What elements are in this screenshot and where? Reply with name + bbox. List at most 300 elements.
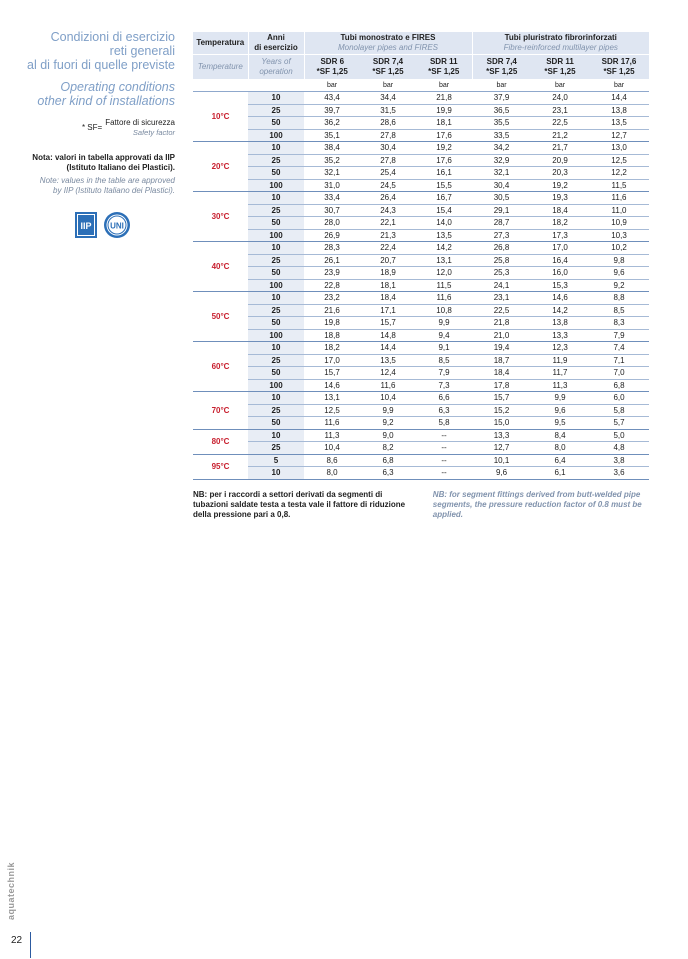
pressure-cell: 14,6 <box>531 292 589 305</box>
header-anni: Anni di esercizio <box>248 32 304 55</box>
table-row <box>193 154 649 167</box>
sf-label-it: Fattore di sicurezza <box>105 118 175 127</box>
pressure-cell: 11,6 <box>589 192 649 205</box>
pressure-cell: 11,0 <box>589 204 649 217</box>
pressure-cell: 8,0 <box>531 442 589 455</box>
pressure-cell: 18,4 <box>531 204 589 217</box>
footnote-en: NB: for segment fittings derived from butt-welded pipe segments, the pressure reduction factor of 0.8 must be applied. <box>432 490 642 519</box>
table-row <box>193 179 649 192</box>
pressure-cell: 9,9 <box>531 392 589 405</box>
pressure-cell: 28,6 <box>360 117 416 130</box>
pressure-cell: 17,3 <box>531 229 589 242</box>
pressure-cell: 18,7 <box>472 354 531 367</box>
temperature-cell: 40°C <box>193 242 248 292</box>
pressure-cell: 14,0 <box>416 217 472 230</box>
pressure-cell: 10,2 <box>589 242 649 255</box>
pressure-cell: 15,7 <box>472 392 531 405</box>
years-cell: 100 <box>248 279 304 292</box>
pressure-cell: 6,0 <box>589 392 649 405</box>
unit-cell: bar <box>416 80 472 92</box>
header-group-multilayer: Tubi pluristrato fibrorinforzati Fibre-reinforced multilayer pipes <box>472 32 649 55</box>
approval-note-en: Note: values in the table are approved by IIP (Istituto Italiano dei Plastici). <box>39 176 175 195</box>
table-row <box>193 292 649 305</box>
pressure-cell: 17,6 <box>416 154 472 167</box>
pressure-cell: 31,5 <box>360 104 416 117</box>
table-row <box>193 192 649 205</box>
years-cell: 10 <box>248 292 304 305</box>
unit-cell: bar <box>360 80 416 92</box>
table-row <box>193 242 649 255</box>
pressure-cell: 28,7 <box>472 217 531 230</box>
pressure-cell: 8,8 <box>589 292 649 305</box>
pressure-cell: 43,4 <box>304 92 360 105</box>
sf-key: * SF= <box>81 123 103 132</box>
pressure-cell: 13,5 <box>360 354 416 367</box>
table-row <box>193 342 649 355</box>
pressure-cell: 15,7 <box>304 367 360 380</box>
pressure-cell: 11,5 <box>589 179 649 192</box>
pressure-cell: 30,7 <box>304 204 360 217</box>
pressure-cell: 8,5 <box>416 354 472 367</box>
pressure-cell: 9,9 <box>416 317 472 330</box>
pressure-cell: 24,3 <box>360 204 416 217</box>
pressure-cell: 33,5 <box>472 129 531 142</box>
pressure-cell: -- <box>416 442 472 455</box>
years-cell: 50 <box>248 117 304 130</box>
pressure-cell: 36,5 <box>472 104 531 117</box>
pressure-cell: 18,9 <box>360 267 416 280</box>
pressure-cell: 12,5 <box>304 404 360 417</box>
pressure-cell: 33,4 <box>304 192 360 205</box>
pressure-cell: 22,1 <box>360 217 416 230</box>
pressure-cell: 14,6 <box>304 379 360 392</box>
pressure-cell: 13,1 <box>416 254 472 267</box>
pressure-cell: 21,7 <box>531 142 589 155</box>
uni-logo-text: UNI <box>110 221 124 231</box>
brand-mark <box>0 858 20 928</box>
pressure-cell: 11,6 <box>360 379 416 392</box>
table-row <box>193 442 649 455</box>
page-number: 22 <box>11 935 23 946</box>
pressure-cell: 24,1 <box>472 279 531 292</box>
pressure-cell: 21,0 <box>472 329 531 342</box>
pressure-cell: 11,7 <box>531 367 589 380</box>
pressure-cell: 6,8 <box>589 379 649 392</box>
pressure-cell: 15,2 <box>472 404 531 417</box>
pressure-cell: 11,3 <box>304 429 360 442</box>
pressure-cell: 22,5 <box>531 117 589 130</box>
certification-logos <box>75 211 131 239</box>
years-cell: 25 <box>248 354 304 367</box>
table-row <box>193 267 649 280</box>
pressure-cell: 9,5 <box>531 417 589 430</box>
years-cell: 10 <box>248 92 304 105</box>
pressure-cell: 29,1 <box>472 204 531 217</box>
years-cell: 25 <box>248 104 304 117</box>
pressure-cell: 10,8 <box>416 304 472 317</box>
page-number-rule <box>30 932 31 958</box>
years-cell: 100 <box>248 179 304 192</box>
pressure-cell: 25,8 <box>472 254 531 267</box>
pressure-cell: 15,5 <box>416 179 472 192</box>
table-row <box>193 217 649 230</box>
years-cell: 25 <box>248 254 304 267</box>
pressure-cell: 23,2 <box>304 292 360 305</box>
pressure-cell: 17,0 <box>304 354 360 367</box>
pressure-cell: 32,1 <box>472 167 531 180</box>
unit-cell: bar <box>304 80 360 92</box>
pressure-cell: 6,4 <box>531 454 589 467</box>
unit-row <box>193 80 649 92</box>
table-row <box>193 104 649 117</box>
pressure-cell: 9,0 <box>360 429 416 442</box>
pressure-cell: 8,2 <box>360 442 416 455</box>
pressure-cell: 13,3 <box>531 329 589 342</box>
pressure-cell: 31,0 <box>304 179 360 192</box>
pressure-cell: 6,6 <box>416 392 472 405</box>
years-cell: 25 <box>248 204 304 217</box>
pressure-cell: 5,0 <box>589 429 649 442</box>
pressure-cell: 12,3 <box>531 342 589 355</box>
pressure-cell: 7,1 <box>589 354 649 367</box>
pressure-cell: -- <box>416 467 472 480</box>
pressure-cell: 14,2 <box>531 304 589 317</box>
pressure-cell: 16,1 <box>416 167 472 180</box>
pressure-cell: 8,5 <box>589 304 649 317</box>
pressure-cell: 7,3 <box>416 379 472 392</box>
pressure-cell: 24,5 <box>360 179 416 192</box>
pressure-cell: 14,2 <box>416 242 472 255</box>
table-row <box>193 354 649 367</box>
pressure-cell: 8,6 <box>304 454 360 467</box>
pressure-cell: 19,9 <box>416 104 472 117</box>
table-row <box>193 204 649 217</box>
pressure-cell: 9,4 <box>416 329 472 342</box>
pressure-cell: 23,1 <box>472 292 531 305</box>
table-row <box>193 329 649 342</box>
pressure-cell: 11,6 <box>416 292 472 305</box>
pressure-cell: 32,1 <box>304 167 360 180</box>
pressure-cell: 9,6 <box>472 467 531 480</box>
pressure-cell: 13,8 <box>589 104 649 117</box>
temperature-cell: 95°C <box>193 454 248 479</box>
pressure-cell: 17,1 <box>360 304 416 317</box>
pressure-cell: 5,7 <box>589 417 649 430</box>
pressure-cell: 9,1 <box>416 342 472 355</box>
pressure-cell: 13,0 <box>589 142 649 155</box>
pressure-cell: 12,7 <box>472 442 531 455</box>
table-row <box>193 92 649 105</box>
pressure-cell: 7,9 <box>589 329 649 342</box>
pressure-cell: 27,8 <box>360 154 416 167</box>
table-row <box>193 379 649 392</box>
table-row <box>193 142 649 155</box>
pressure-cell: 9,6 <box>531 404 589 417</box>
iip-logo <box>75 212 97 238</box>
pressure-cell: 21,2 <box>531 129 589 142</box>
temperature-cell: 50°C <box>193 292 248 342</box>
table-row <box>193 117 649 130</box>
pressure-cell: 18,1 <box>416 117 472 130</box>
pressure-cell: 21,8 <box>472 317 531 330</box>
years-cell: 25 <box>248 442 304 455</box>
pressure-cell: 5,8 <box>416 417 472 430</box>
years-cell: 100 <box>248 379 304 392</box>
pressure-cell: 18,4 <box>360 292 416 305</box>
footnote-it: NB: per i raccordi a settori derivati da segmenti di tubazioni saldate testa a testa vale il fattore di riduzione della pressione pari a 0,8. <box>193 490 406 519</box>
pressure-cell: 6,3 <box>360 467 416 480</box>
column-header: SDR 11 *SF 1,25 <box>531 55 589 80</box>
pressure-cell: 12,0 <box>416 267 472 280</box>
column-header: SDR 17,6 *SF 1,25 <box>589 55 649 80</box>
pressure-cell: 9,9 <box>360 404 416 417</box>
pressure-cell: 15,0 <box>472 417 531 430</box>
pressure-cell: 19,4 <box>472 342 531 355</box>
years-cell: 25 <box>248 304 304 317</box>
unit-cell: bar <box>472 80 531 92</box>
column-header: SDR 6 *SF 1,25 <box>304 55 360 80</box>
pressure-cell: 35,2 <box>304 154 360 167</box>
pressure-cell: 15,3 <box>531 279 589 292</box>
pressure-cell: 14,4 <box>589 92 649 105</box>
pressure-cell: 9,2 <box>589 279 649 292</box>
iip-logo-text: IIP <box>80 221 92 231</box>
temperature-cell: 70°C <box>193 392 248 430</box>
pressure-cell: 25,3 <box>472 267 531 280</box>
pressure-cell: 30,4 <box>472 179 531 192</box>
pressure-cell: 21,6 <box>304 304 360 317</box>
pressure-cell: 18,8 <box>304 329 360 342</box>
temperature-cell: 60°C <box>193 342 248 392</box>
pressure-cell: 20,9 <box>531 154 589 167</box>
pressure-cell: 3,6 <box>589 467 649 480</box>
pressure-cell: 26,8 <box>472 242 531 255</box>
table-row <box>193 317 649 330</box>
years-cell: 50 <box>248 367 304 380</box>
sf-label-en: Safety factor <box>132 128 175 137</box>
pressure-cell: 22,5 <box>472 304 531 317</box>
years-cell: 25 <box>248 154 304 167</box>
pressure-cell: -- <box>416 429 472 442</box>
pressure-cell: 12,2 <box>589 167 649 180</box>
pressure-cell: 11,9 <box>531 354 589 367</box>
pressure-cell: 28,0 <box>304 217 360 230</box>
pressure-cell: 36,2 <box>304 117 360 130</box>
pressure-cell: 21,3 <box>360 229 416 242</box>
years-cell: 50 <box>248 317 304 330</box>
column-header: SDR 11 *SF 1,25 <box>416 55 472 80</box>
pressure-cell: 20,7 <box>360 254 416 267</box>
pressure-cell: 21,8 <box>416 92 472 105</box>
table-row <box>193 392 649 405</box>
pressure-cell: 23,9 <box>304 267 360 280</box>
pressure-cell: 16,0 <box>531 267 589 280</box>
pressure-cell: 11,6 <box>304 417 360 430</box>
header-years-en: Years of operation <box>248 55 304 80</box>
pressure-cell: 18,4 <box>472 367 531 380</box>
pressure-cell: 7,9 <box>416 367 472 380</box>
table-row <box>193 304 649 317</box>
years-cell: 50 <box>248 417 304 430</box>
table-row <box>193 417 649 430</box>
pressure-cell: 9,2 <box>360 417 416 430</box>
pressure-cell: -- <box>416 454 472 467</box>
pressure-cell: 13,1 <box>304 392 360 405</box>
side-panel <box>20 30 175 196</box>
pressure-cell: 12,4 <box>360 367 416 380</box>
pressure-cell: 7,4 <box>589 342 649 355</box>
table-row <box>193 467 649 480</box>
header-group-monolayer: Tubi monostrato e FIRES Monolayer pipes and FIRES <box>304 32 472 55</box>
safety-factor-legend <box>20 118 175 138</box>
pressure-cell: 13,5 <box>416 229 472 242</box>
pressure-cell: 11,3 <box>531 379 589 392</box>
pressure-cell: 19,2 <box>531 179 589 192</box>
pressure-cell: 8,4 <box>531 429 589 442</box>
pressure-cell: 38,4 <box>304 142 360 155</box>
pressure-cell: 8,0 <box>304 467 360 480</box>
unit-cell: bar <box>531 80 589 92</box>
pressure-cell: 17,8 <box>472 379 531 392</box>
pressure-cell: 19,2 <box>416 142 472 155</box>
pressure-cell: 23,1 <box>531 104 589 117</box>
pressure-cell: 32,9 <box>472 154 531 167</box>
years-cell: 10 <box>248 392 304 405</box>
pressure-cell: 10,3 <box>589 229 649 242</box>
pressure-cell: 27,8 <box>360 129 416 142</box>
pressure-cell: 27,3 <box>472 229 531 242</box>
pressure-cell: 17,6 <box>416 129 472 142</box>
table-row <box>193 254 649 267</box>
years-cell: 100 <box>248 329 304 342</box>
pressure-table-wrapper <box>193 32 649 480</box>
pressure-cell: 19,8 <box>304 317 360 330</box>
pressure-cell: 6,1 <box>531 467 589 480</box>
table-row <box>193 367 649 380</box>
unit-cell: bar <box>589 80 649 92</box>
pressure-cell: 35,1 <box>304 129 360 142</box>
brand-text: aquatechnik <box>6 861 17 921</box>
table-row <box>193 229 649 242</box>
pressure-cell: 13,8 <box>531 317 589 330</box>
pressure-cell: 10,4 <box>304 442 360 455</box>
years-cell: 10 <box>248 192 304 205</box>
table-row <box>193 129 649 142</box>
temperature-cell: 80°C <box>193 429 248 454</box>
pressure-cell: 3,8 <box>589 454 649 467</box>
pressure-cell: 4,8 <box>589 442 649 455</box>
years-cell: 10 <box>248 142 304 155</box>
years-cell: 10 <box>248 242 304 255</box>
column-header: SDR 7,4 *SF 1,25 <box>360 55 416 80</box>
pressure-cell: 15,7 <box>360 317 416 330</box>
pressure-cell: 34,4 <box>360 92 416 105</box>
pressure-cell: 16,4 <box>531 254 589 267</box>
pressure-cell: 30,5 <box>472 192 531 205</box>
years-cell: 10 <box>248 467 304 480</box>
years-cell: 10 <box>248 342 304 355</box>
pressure-cell: 5,8 <box>589 404 649 417</box>
approval-note-it: Nota: valori in tabella approvati da IIP (Istituto Italiano dei Plastici). <box>32 153 175 172</box>
pressure-cell: 10,9 <box>589 217 649 230</box>
pressure-cell: 37,9 <box>472 92 531 105</box>
pressure-cell: 26,9 <box>304 229 360 242</box>
pressure-cell: 18,2 <box>304 342 360 355</box>
pressure-cell: 25,4 <box>360 167 416 180</box>
temperature-cell: 10°C <box>193 92 248 142</box>
pressure-cell: 26,4 <box>360 192 416 205</box>
pressure-cell: 22,4 <box>360 242 416 255</box>
pressure-table <box>193 32 649 480</box>
pressure-cell: 10,1 <box>472 454 531 467</box>
years-cell: 100 <box>248 229 304 242</box>
years-cell: 50 <box>248 217 304 230</box>
uni-logo <box>103 211 131 239</box>
pressure-cell: 16,7 <box>416 192 472 205</box>
years-cell: 100 <box>248 129 304 142</box>
column-header: SDR 7,4 *SF 1,25 <box>472 55 531 80</box>
pressure-cell: 35,5 <box>472 117 531 130</box>
pressure-cell: 28,3 <box>304 242 360 255</box>
pressure-cell: 34,2 <box>472 142 531 155</box>
pressure-cell: 22,8 <box>304 279 360 292</box>
pressure-cell: 8,3 <box>589 317 649 330</box>
pressure-cell: 9,6 <box>589 267 649 280</box>
pressure-cell: 18,2 <box>531 217 589 230</box>
pressure-cell: 18,1 <box>360 279 416 292</box>
temperature-cell: 30°C <box>193 192 248 242</box>
temperature-cell: 20°C <box>193 142 248 192</box>
pressure-cell: 26,1 <box>304 254 360 267</box>
pressure-cell: 6,8 <box>360 454 416 467</box>
section-title-it: Condizioni di esercizio reti generali al di fuori di quelle previste <box>27 30 175 72</box>
footnote <box>193 490 649 520</box>
pressure-cell: 39,7 <box>304 104 360 117</box>
table-body <box>193 80 649 480</box>
years-cell: 50 <box>248 167 304 180</box>
pressure-cell: 11,5 <box>416 279 472 292</box>
table-row <box>193 404 649 417</box>
pressure-cell: 12,5 <box>589 154 649 167</box>
pressure-cell: 10,4 <box>360 392 416 405</box>
years-cell: 5 <box>248 454 304 467</box>
header-temperature-en: Temperature <box>193 55 248 80</box>
years-cell: 25 <box>248 404 304 417</box>
years-cell: 50 <box>248 267 304 280</box>
table-row <box>193 454 649 467</box>
pressure-cell: 14,4 <box>360 342 416 355</box>
pressure-cell: 20,3 <box>531 167 589 180</box>
pressure-cell: 14,8 <box>360 329 416 342</box>
pressure-cell: 12,7 <box>589 129 649 142</box>
section-title-en: Operating conditions other kind of installations <box>37 80 175 108</box>
pressure-cell: 30,4 <box>360 142 416 155</box>
pressure-cell: 24,0 <box>531 92 589 105</box>
pressure-cell: 6,3 <box>416 404 472 417</box>
years-cell: 10 <box>248 429 304 442</box>
table-row <box>193 167 649 180</box>
table-row <box>193 279 649 292</box>
pressure-cell: 7,0 <box>589 367 649 380</box>
pressure-cell: 9,8 <box>589 254 649 267</box>
pressure-cell: 13,3 <box>472 429 531 442</box>
pressure-cell: 15,4 <box>416 204 472 217</box>
pressure-cell: 17,0 <box>531 242 589 255</box>
header-temperatura: Temperatura <box>193 32 248 55</box>
pressure-cell: 19,3 <box>531 192 589 205</box>
table-row <box>193 429 649 442</box>
pressure-cell: 13,5 <box>589 117 649 130</box>
